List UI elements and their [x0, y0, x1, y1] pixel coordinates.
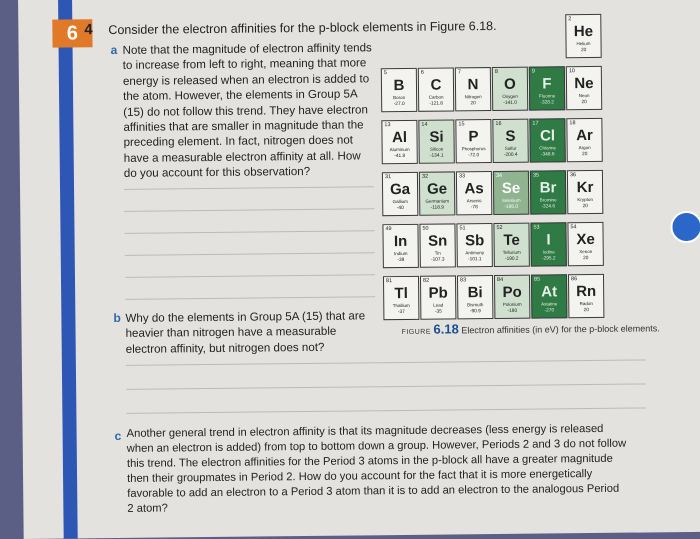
element-name: Thallium [392, 302, 410, 309]
answer-line [125, 230, 375, 234]
element-cell-f [529, 66, 565, 110]
element-cell-sn [419, 223, 455, 267]
element-cell-bi [457, 275, 493, 319]
element-symbol: Po [502, 283, 522, 301]
element-name: Argon [578, 145, 591, 151]
electron-affinity-value: -27.0 [393, 101, 405, 108]
atomic-number: 81 [385, 278, 393, 285]
electron-affinity-value: -118.9 [430, 205, 444, 211]
element-cell-ga [382, 172, 418, 216]
electron-affinity-value: -295.2 [541, 256, 556, 262]
atomic-number: 13 [384, 122, 391, 129]
atomic-number: 8 [494, 68, 498, 76]
element-cell-b [381, 68, 417, 112]
atomic-number: 10 [568, 68, 575, 75]
element-symbol: He [573, 22, 594, 41]
element-cell-ge [419, 171, 455, 215]
electron-affinity-value: 20 [582, 204, 588, 210]
element-name: Radon [579, 300, 593, 307]
atomic-number: 83 [459, 277, 467, 284]
electron-affinity-value: -78 [470, 205, 478, 211]
textbook-page [18, 0, 700, 539]
element-name: Krypton [577, 196, 593, 203]
element-cell-po [494, 275, 530, 319]
electron-affinity-value: -141.0 [503, 100, 517, 106]
electron-affinity-value: -37 [397, 309, 405, 316]
element-name: Gallium [392, 198, 408, 205]
answer-line [124, 208, 374, 212]
atomic-number: 5 [383, 70, 387, 77]
element-symbol: Cl [539, 127, 556, 145]
element-name: Arsenic [466, 198, 482, 204]
element-cell-kr [567, 170, 603, 214]
element-name: Tin [434, 250, 441, 256]
element-name: Xenon [579, 249, 593, 255]
atomic-number: 36 [569, 172, 577, 179]
element-cell-as [456, 171, 492, 215]
element-cell-tl [383, 276, 419, 320]
element-name: Astatine [541, 301, 558, 307]
element-symbol: Ar [576, 126, 593, 145]
element-name: Neon [578, 93, 590, 99]
electron-affinity-value: -35 [434, 309, 442, 315]
element-name: Selenium [501, 197, 521, 203]
atomic-number: 33 [458, 173, 466, 180]
element-cell-si [418, 119, 454, 163]
element-symbol: Ne [574, 74, 594, 93]
answer-line [126, 407, 646, 413]
atomic-number: 32 [421, 173, 429, 180]
electron-affinity-value: -39 [397, 257, 405, 264]
part-a-text: Note that the magnitude of electron affinity tends to increase from left to right, meaning that more energy is released when an electron is added to the atom. However, the elements in Group 5A (15) do not follow this trend. They have electron affinities that are smaller in magnitude than the preceding element. In fact, nitrogen does not have a measurable electron affinity at all. How do you account for this observation? [122, 41, 372, 181]
element-symbol: N [467, 76, 479, 94]
electron-affinity-value: -348.6 [540, 152, 555, 158]
element-cell-s [492, 119, 528, 163]
atomic-number: 31 [384, 174, 392, 181]
atomic-number: 6 [420, 69, 424, 76]
element-cell-xe [567, 222, 603, 266]
answer-line [124, 186, 374, 190]
electron-affinity-value: -121.8 [429, 101, 443, 107]
electron-affinity-value: 20 [581, 100, 587, 106]
figure-number: 6.18 [433, 321, 459, 337]
element-name: Antimony [465, 250, 485, 256]
electron-affinity-value: -180 [507, 308, 518, 314]
element-name: Carbon [428, 94, 444, 100]
element-name: Oxygen [502, 93, 518, 99]
element-cell-cl [529, 118, 565, 162]
element-symbol: Sb [464, 232, 485, 250]
element-symbol: In [393, 232, 408, 251]
atomic-number: 7 [457, 69, 461, 76]
element-symbol: B [393, 76, 405, 95]
question-number: 4 [84, 21, 93, 39]
part-c-label: c [114, 428, 122, 444]
element-symbol: O [504, 75, 516, 93]
element-cell-te [493, 223, 529, 267]
answer-line [125, 296, 375, 300]
element-name: Aluminum [389, 146, 410, 153]
electron-affinity-value: 20 [470, 101, 476, 107]
element-cell-se [493, 171, 529, 215]
element-name: Chlorine [539, 145, 557, 151]
element-symbol: Rn [576, 282, 597, 301]
figure-caption [401, 319, 659, 337]
atomic-number: 34 [495, 172, 503, 180]
electron-affinity-value: -72.0 [468, 153, 480, 159]
electron-affinity-value: -324.6 [541, 204, 556, 210]
element-symbol: Bi [467, 284, 483, 302]
element-symbol: Se [501, 179, 521, 197]
electron-affinity-value: -40 [396, 205, 404, 212]
element-symbol: C [430, 76, 442, 94]
element-symbol: Te [503, 231, 520, 249]
atomic-number: 50 [422, 225, 429, 232]
element-name: Iodine [542, 249, 555, 255]
element-cell-al [381, 120, 417, 164]
element-name: Helium [576, 41, 591, 47]
element-symbol: Pb [428, 284, 448, 302]
electron-affinity-value: -90.9 [469, 309, 481, 315]
element-cell-pb [420, 275, 456, 319]
atomic-number: 51 [459, 225, 466, 232]
part-a-label: a [110, 42, 118, 58]
element-name: Nitrogen [464, 94, 482, 100]
element-cell-he [565, 14, 601, 58]
element-name: Fluorine [538, 93, 556, 99]
atomic-number: 16 [495, 120, 502, 128]
element-symbol: Kr [576, 178, 594, 197]
element-name: Phosphorus [461, 146, 486, 152]
atomic-number: 14 [421, 121, 428, 128]
atomic-number: 54 [570, 224, 577, 231]
atomic-number: 82 [422, 277, 430, 284]
atomic-number: 49 [385, 226, 392, 233]
element-symbol: Xe [576, 230, 595, 249]
element-symbol: I [546, 231, 551, 249]
element-symbol: At [541, 283, 558, 301]
question-intro: Consider the electron affinities for the p-block elements in Figure 6.18. [108, 18, 497, 38]
element-symbol: S [505, 127, 516, 145]
element-cell-at [531, 274, 567, 318]
element-cell-ar [566, 118, 602, 162]
answer-line [125, 252, 375, 256]
part-c-text: Another general trend in electron affinity is that its magnitude decreases (less energy is released when an electron is added) from top to bottom down a group. However, Periods 2 and 3 do not follow this trend. The electron affinities for the Period 3 atoms in the p-block all have a greater magnitude then their groupmates in Period 2. How do you account for the fact that it is more energetically favorable to add an electron to a Period 3 atom than it is to add an electron to the analogous Period 2 atom? [126, 422, 627, 515]
element-symbol: Al [391, 128, 408, 147]
electron-affinity-value: -101.1 [467, 257, 482, 263]
p-block-periodic-table [380, 13, 645, 336]
element-cell-sb [456, 223, 492, 267]
electron-affinity-value: -134.1 [429, 153, 444, 159]
element-name: Boron [393, 94, 406, 101]
electron-affinity-value: 20 [582, 152, 588, 158]
atomic-number: 17 [532, 120, 539, 127]
page-edge-band [58, 0, 78, 539]
element-name: Silicon [429, 146, 444, 152]
element-name: Bismuth [467, 302, 484, 308]
atomic-number: 15 [458, 121, 465, 128]
answer-line [126, 383, 646, 389]
element-cell-c [418, 67, 454, 111]
element-cell-n [455, 67, 491, 111]
electron-affinity-value: 20 [580, 48, 587, 54]
element-name: Indium [393, 250, 408, 257]
atomic-number: 2 [568, 16, 572, 23]
electron-affinity-value: -41.8 [394, 153, 406, 160]
element-name: Sulfur [504, 145, 517, 151]
figure-caption-text: Electron affinities (in eV) for the p-block elements. [461, 323, 660, 336]
answer-line [126, 359, 646, 365]
element-symbol: P [468, 128, 479, 146]
element-symbol: Tl [394, 284, 408, 303]
electron-affinity-value: -195.0 [504, 204, 519, 210]
element-symbol: Ga [389, 180, 411, 199]
element-symbol: Si [429, 128, 444, 146]
answer-line [125, 274, 375, 278]
element-symbol: Br [539, 179, 557, 197]
element-cell-p [455, 119, 491, 163]
atomic-number: 84 [496, 276, 504, 283]
electron-affinity-value: -270 [544, 308, 555, 314]
atomic-number: 18 [569, 120, 576, 127]
part-b-text: Why do the elements in Group 5A (15) that are heavier than nitrogen have a measurable electron affinity, but nitrogen does not? [125, 309, 366, 356]
element-cell-ne [566, 66, 602, 110]
atomic-number: 53 [533, 224, 540, 231]
chapter-tab: 6 [52, 19, 92, 47]
atomic-number: 9 [531, 68, 535, 75]
part-b-label: b [113, 310, 121, 326]
element-name: Tellurium [502, 249, 521, 255]
electron-affinity-value: -200.4 [503, 152, 518, 158]
figure-label: FIGURE [401, 328, 432, 337]
element-name: Germanium [425, 198, 449, 204]
element-symbol: As [464, 180, 484, 198]
electron-affinity-value: -328.2 [540, 100, 554, 106]
electron-affinity-value: 20 [583, 308, 590, 314]
page-marker-dot [670, 211, 700, 243]
element-cell-i [530, 222, 566, 266]
element-name: Polonium [502, 301, 522, 307]
electron-affinity-value: -190.2 [504, 256, 519, 262]
element-cell-rn [568, 274, 604, 318]
element-name: Lead [433, 302, 444, 308]
atomic-number: 85 [533, 276, 541, 283]
element-cell-o [492, 67, 528, 111]
element-symbol: F [542, 75, 552, 93]
element-cell-in [382, 224, 418, 268]
element-symbol: Ge [426, 180, 448, 198]
electron-affinity-value: 20 [583, 256, 589, 262]
atomic-number: 52 [496, 224, 503, 232]
element-name: Bromine [539, 197, 557, 203]
element-cell-br [530, 170, 566, 214]
atomic-number: 35 [532, 172, 540, 179]
atomic-number: 86 [570, 276, 578, 283]
element-symbol: Sn [427, 232, 448, 250]
electron-affinity-value: -107.3 [430, 257, 445, 263]
